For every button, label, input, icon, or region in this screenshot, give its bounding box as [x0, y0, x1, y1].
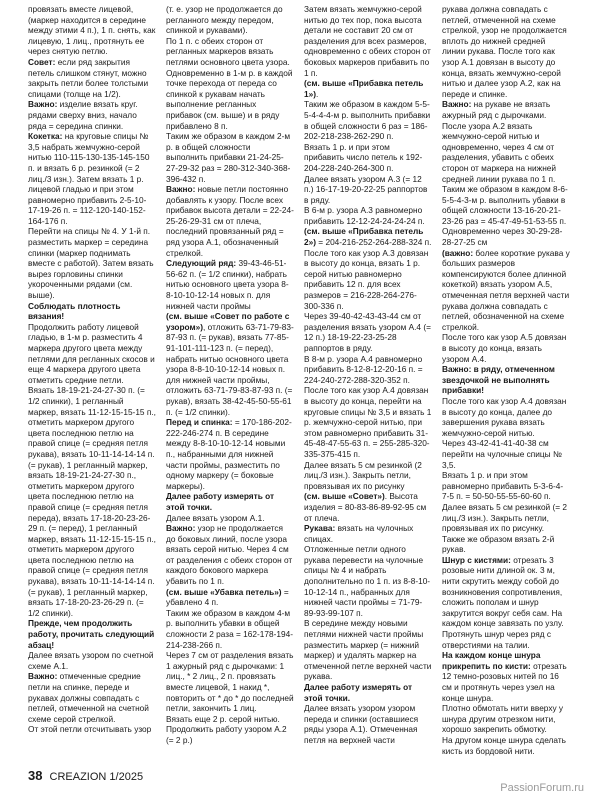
bold-lead: Далее работу измерять от этой точки. [166, 491, 275, 512]
paragraph-text: Через 39-40-42-43-43-44 см от разделения вязать узором А.4 (= 12 п.) 18-19-22-23-25-28 раппортов в ряду. [304, 311, 431, 353]
paragraph [442, 555, 570, 629]
bold-lead: Важно: [28, 671, 58, 682]
bold-lead: Важно: в ряду, отмеченном звездочкой не выполнять прибавки! [442, 364, 555, 396]
paragraph-text: В середине между новыми петлями нижней части проймы разместить маркер (= нижний маркер) и удалять маркер на отмеченной петле верхней части рукава. [304, 618, 432, 682]
paragraph [304, 142, 432, 174]
paragraph-text: Одновременно в 1-м р. в каждой точке перехода от переда со спинкой к рукавам начать выполнение регланных прибавок (см. выше) и в ряду прибавлено 8 п. [166, 67, 293, 131]
bold-lead: (важно: [442, 247, 474, 258]
paragraph-text: Таким же образом в каждом 2-м р. в общей сложности выполнить прибавки 21-24-25-27-29-32 раз = 280-312-340-368-396-432 п. [166, 131, 291, 184]
paragraph-text: (т. е. узор не продолжается до регланного между передом, спинкой и рукавами). [166, 4, 283, 36]
paragraph-text: Таким же образом в каждом 5-5-5-4-4-4-м р. выполнить прибавки в общей сложности 6 раз = 186-202-218-238-262-290 п. [304, 99, 431, 142]
paragraph [442, 629, 570, 650]
paragraph [28, 301, 156, 322]
paragraph-text: более короткие рукава у больших размеров компенсируются более длинной кокеткой) вязать узором А.5, отмеченная петля верхней части рукава должна совпадать с петлей, обозначенной на схеме стрелкой. [442, 247, 570, 332]
paragraph-text: изделие вязать круг. рядами сверху вниз, начало ряда = середина спинки. [28, 99, 138, 131]
bold-lead: Важно: [166, 523, 196, 534]
paragraph [442, 332, 570, 364]
paragraph [442, 184, 570, 226]
paragraph-text: если ряд закрытия петель слишком стянут, можно закрыть петли более толстыми спицами (толще на 1/2). [28, 56, 149, 99]
bold-lead: (см. выше «Прибавка петель 1») [304, 78, 424, 99]
bold-lead: Совет: [28, 56, 56, 67]
paragraph [304, 544, 432, 618]
bold-lead: Важно: [166, 184, 196, 195]
paragraph-text: на рукаве не вязать ажурный ряд с дырочками. [442, 99, 551, 120]
paragraph-text: провязать вместе лицевой, (маркер находится в середине между этими 4 п.), 1 п. снять, как лицевую, 1 лиц., протянуть ее через снятую петлю. [28, 4, 156, 57]
paragraph [166, 258, 294, 311]
paragraph-text: = убавлено 4 п. [166, 586, 289, 608]
paragraph-text: Далее вязать 5 см резинкой (= 2 лиц./3 изн.). Закрыть петли, провязывая их по рисунку. [442, 501, 568, 534]
paragraph-text: После того как узор А.3 довязан в высоту до конца, вязать 1 р. серой нитью равномерно прибавить 12 п. для всех размеров = 216-228-264-276-300-336 п. [304, 247, 429, 311]
paragraph [28, 671, 156, 724]
paragraph-text: Одновременно через 30-29-28-28-27-25 см [442, 226, 563, 248]
bold-lead: Следующий ряд: [166, 258, 237, 269]
paragraph-text: Продолжить работу лицевой гладью, в 1-м р. разместить 4 маркера другого цвета между петлями для регланных скосов и еще 4 маркера другого цвета отметить средние петли. [28, 321, 155, 385]
paragraph-text: После узора А.2 вязать жемчужно-серой нитью и одновременно, через 4 см от разделения, убавить с обеих сторон от маркера на нижней средней линии рукава по 1 п. [442, 120, 557, 184]
paragraph [28, 226, 156, 300]
paragraph [166, 311, 294, 417]
paragraph [166, 4, 294, 36]
paragraph-text: . [316, 88, 319, 99]
paragraph [304, 99, 432, 141]
paragraph-text: Вязать 1 р. и при этом прибавить число петель к 192-204-228-240-264-300 п. [304, 141, 423, 173]
paragraph [442, 4, 570, 99]
bold-lead: На каждом конце шнура прикрепить по кисти: [442, 650, 541, 671]
bold-lead: (см. выше «Убавка петель») [166, 586, 282, 597]
paragraph-text: вязать на чулочных спицах. [304, 523, 414, 544]
paragraph-text: После того как узор А.5 довязан в высоту до конца, вязать узором А.4. [442, 332, 567, 364]
bold-lead: Рукава: [304, 523, 336, 534]
paragraph [442, 226, 570, 247]
bold-lead: (см. выше «Совет по работе с узором») [166, 311, 290, 332]
bold-lead: (см. выше «Прибавка петель 2») [304, 226, 424, 248]
bold-lead: Кокетка: [28, 131, 63, 142]
paragraph [304, 618, 432, 682]
page-number: 38 [28, 768, 43, 783]
bold-lead: Шнур с кистями: [442, 554, 511, 565]
paragraph-text: отрезать 12 темно-розовых нитей по 16 см и протянуть через узел на конце шнура. [442, 660, 567, 703]
paragraph [28, 322, 156, 386]
paragraph [442, 534, 570, 555]
paragraph [166, 131, 294, 184]
paragraph [28, 57, 156, 99]
paragraph-text: Таким же образом в каждом 4-м р. выполнить убавки в общей сложности 2 раза = 162-178-194-214-238-266 п. [166, 607, 293, 650]
paragraph [304, 703, 432, 745]
paragraph [304, 4, 432, 78]
paragraph-text: отмеченные средние петли на спинке, переде и рукавах должны совпадать с петлей, отмеченной на счетной схеме серой стрелкой. [28, 671, 149, 724]
paragraph [442, 470, 570, 502]
paragraph [304, 174, 432, 206]
bold-lead: Прежде, чем продолжить работу, прочитать следующий абзац! [28, 618, 155, 650]
paragraph [442, 703, 570, 735]
paragraph [304, 354, 432, 386]
paragraph-text: = 170-186-202-222-246-274 п. В середине между 8-8-10-10-12-14 новыми п., набранными для нижней части проймы, разместить по одному маркеру (= боковые маркеры). [166, 417, 292, 491]
paragraph-text: Отложенные петли одного рукава перевести на чулочные спицы № 4 и набрать дополнительно по 1 п. из 8-8-10-10-12-14 п., набранных для нижней части проймы = 71-79-89-93-99-107 п. [304, 544, 431, 618]
paragraph [166, 650, 294, 714]
paragraph [166, 36, 294, 68]
bold-lead: (см. выше «Совет») [304, 491, 385, 502]
bold-lead: Далее работу измерять от этой точки. [304, 682, 413, 703]
paragraph [304, 460, 432, 492]
text-column-2 [166, 4, 294, 759]
paragraph-text: От этой петли отсчитывать узор [28, 724, 152, 735]
paragraph-text: новые петли постоянно добавлять к узору. После всех прибавок высота детали = 22-24-25-26-29-31 см от плеча, последний провязанный ряд = ряд узора А.1, обозначенный стрелкой. [166, 184, 294, 258]
paragraph [304, 682, 432, 703]
paragraph-text: В 6-м р. узора А.3 равномерно прибавить 12-12-24-24-24-24 п. [304, 205, 425, 226]
paragraph-text: Плотно обмотать нити вверху у шнура другим отрезком нити, хорошо закрепить обмотку. [442, 703, 564, 735]
paragraph [166, 587, 294, 608]
watermark: PassionForum.ru [500, 782, 584, 794]
paragraph-text: В 8-м р. узора А.4 равномерно прибавить 8-12-8-12-20-16 п. = 224-240-272-288-320-352 п. [304, 353, 423, 385]
paragraph-text: Вязать 1 р. и при этом равномерно прибавить 5-3-6-4-7-5 п. = 50-50-55-55-60-60 п. [442, 470, 564, 502]
paragraph-text: узор не продолжается до боковых линий, после узора вязать серой нитью. Через 4 см от разделения с обеих сторон от каждого бокового маркера убавить по 1 п. [166, 523, 293, 587]
paragraph-text: Протянуть шнур через ряд с отверстиями на талии. [442, 629, 552, 650]
paragraph [304, 78, 432, 99]
bold-lead: Важно: [28, 99, 58, 110]
paragraph-text: Далее вязать узором по счетной схеме А.1. [28, 650, 154, 671]
paragraph-text: После того как узор А.4 довязан в высоту до конца, перейти на круговые спицы № 3,5 и вязать 1 р. жемчужно-серой нитью, при этом равномерно прибавить 31-45-48-47-55-63 п. = 255-285-320-335-375-415 п. [304, 385, 432, 459]
paragraph [166, 68, 294, 132]
paragraph-text: После того как узор А.4 довязан в высоту до конца, далее до завершения рукава вязать жемчужно-серой нитью. [442, 395, 567, 438]
paragraph-text: рукава должна совпадать с петлей, отмеченной на схеме стрелкой, узор не продолжается вплоть до нижней средней линии рукава. После того как узор А.1 довязан в высоту до конца, вязать жемчужно-серой нитью и далее узор А.2, как на переде и спинке. [442, 4, 567, 99]
bold-lead: Соблюдать плотность вязания! [28, 300, 121, 322]
paragraph [28, 131, 156, 226]
paragraph [28, 724, 156, 735]
paragraph [28, 650, 156, 671]
paragraph [442, 735, 570, 756]
text-column-3 [304, 4, 432, 759]
paragraph-text: На другом конце шнура сделать кисть из бордовой нити. [442, 734, 566, 756]
paragraph [442, 438, 570, 470]
bold-lead: Важно: [442, 99, 472, 110]
paragraph-text: Вязать 18-19-21-24-27-30 п. (= 1/2 спинки), 1 регланный маркер, вязать 11-12-15-15-15 п., отметить маркером другого цвета последнюю петлю на правой спице (= средняя петля рукава), вязать 10-11-14-14-14 п. (= рукав), 1 регланный маркер, вязать 18-19-21-24-27-30 п., отметить маркером другого цвета последнюю петлю на правой спице (= средняя петля переда), вязать 17-18-20-23-26-29 п. (= перед), 1 регланный маркер, вязать 11-12-15-15-15 п., отметить маркером другого цвета последнюю петлю на правой спице (= средняя петля рукава), вязать 10-11-14-14-14 п. (= рукав), 1 регланный маркер, вязать 17-18-20-23-26-29 п. (= 1/2 спинки). [28, 385, 156, 618]
paragraph [166, 513, 294, 524]
paragraph [304, 385, 432, 459]
paragraph [28, 99, 156, 131]
paragraph [442, 650, 570, 703]
paragraph [166, 491, 294, 512]
page-footer [28, 768, 143, 783]
paragraph-text: Затем вязать жемчужно-серой нитью до тех пор, пока высота детали не составит 20 см от разделения для всех размеров, одновременно с обеих сторон от боковых маркеров прибавить по 1 п. [304, 4, 431, 78]
text-column-1 [28, 4, 156, 759]
paragraph [442, 396, 570, 438]
paragraph-text: 39-43-46-51-56-62 п. (= 1/2 спинки), набрать нитью основного цвета узора 8-8-10-10-12-14 новых п. для нижней части проймы [166, 258, 289, 311]
paragraph [442, 502, 570, 534]
paragraph-text: на круговые спицы № 3,5 набрать жемчужно-серой нитью 110-115-130-135-145-150 п. и вязать 6 р. резинкой (= 2 лиц./3 изн.). Затем вязать 1 р. лицевой гладью и при этом равномерно прибавить 2-5-10-17-19-26 п. = 112-120-140-152-164-176 п. [28, 131, 150, 226]
paragraph [304, 523, 432, 544]
paragraph-text: Через 43-42-41-41-40-38 см перейти на чулочные спицы № 3,5. [442, 438, 562, 470]
bold-lead: Перед и спинка: [166, 417, 233, 428]
paragraph-text: Далее вязать узором А.1. [166, 512, 265, 523]
paragraph [304, 311, 432, 353]
paragraph [442, 364, 570, 396]
paragraph [166, 523, 294, 587]
paragraph-text: По 1 п. с обеих сторон от регланных маркеров вязать петлями основного цвета узора. [166, 35, 290, 67]
paragraph [28, 4, 156, 57]
paragraph-text: Таким же образом в каждом 8-6-5-5-4-3-м р. выполнить убавки в общей сложности 13-16-20-21-23-26 раз = 45-47-49-51-53-55 п. [442, 184, 568, 226]
paragraph [442, 121, 570, 185]
paragraph-text: Далее вязать 5 см резинкой (2 лиц./3 изн.). Закрыть петли, провязывая их по рисунку [304, 459, 422, 491]
text-column-4 [442, 4, 570, 759]
paragraph [28, 618, 156, 650]
paragraph [28, 385, 156, 618]
paragraph-text: Также же образом вязать 2-й рукав. [442, 533, 555, 555]
paragraph [442, 248, 570, 333]
paragraph-text: отрезать 3 розовые нити длиной ок. 3 м, нити скрутить между собой до возникновения сопротивления, сложить пополам и шнур закрутится вокруг себя сам. На каждом конце завязать по узлу. [442, 554, 564, 629]
paragraph-text: , отложить 63-71-79-83-87-93 п. (= рукав), вязать 77-85-91-101-111-123 п. (= перед), набрать нитью основного цвета узора 8-8-10-10-12-14 новых п. для нижней части проймы, отложить 63-71-79-83-87-93 п. (= рукав), вязать 38-42-45-50-55-61 п. (= 1/2 спинки). [166, 321, 294, 417]
paragraph [442, 99, 570, 120]
paragraph-text: Далее вязать узором А.3 (= 12 п.) 16-17-19-20-22-25 раппортов в ряду. [304, 173, 428, 205]
paragraph [166, 714, 294, 746]
paragraph [304, 226, 432, 247]
paragraph [166, 608, 294, 650]
paragraph-text: Через 7 см от разделения вязать 1 ажурный ряд с дырочками: 1 лиц., * 2 лиц., 2 п. провязать вместе лицевой, 1 накид *, повторить от * до * до последней петли, закончить 1 лиц. [166, 650, 294, 714]
paragraph-text: = 204-216-252-264-288-324 п. [316, 237, 432, 248]
paragraph [166, 417, 294, 491]
paragraph [166, 184, 294, 258]
magazine-name: CREAZION 1/2025 [49, 771, 144, 783]
paragraph [304, 248, 432, 312]
paragraph-text: . Высота изделия = 80-83-86-89-92-95 см от плеча. [304, 491, 427, 523]
paragraph-text: Вязать еще 2 р. серой нитью. Продолжить работу узором А.2 (= 2 р.) [166, 713, 287, 745]
paragraph-text: Далее вязать узором узором переда и спинки (оставшиеся ряды узора А.1). Отмеченная петля на верхней части [304, 703, 419, 745]
paragraph [304, 491, 432, 523]
paragraph-text: Перейти на спицы № 4. У 1-й п. разместить маркер = середина спинки (маркер поднимать вместе с работой). Затем вязать вырез горловины спинки укороченными рядами (см. выше). [28, 226, 154, 301]
paragraph [304, 205, 432, 226]
page-body [28, 4, 574, 759]
